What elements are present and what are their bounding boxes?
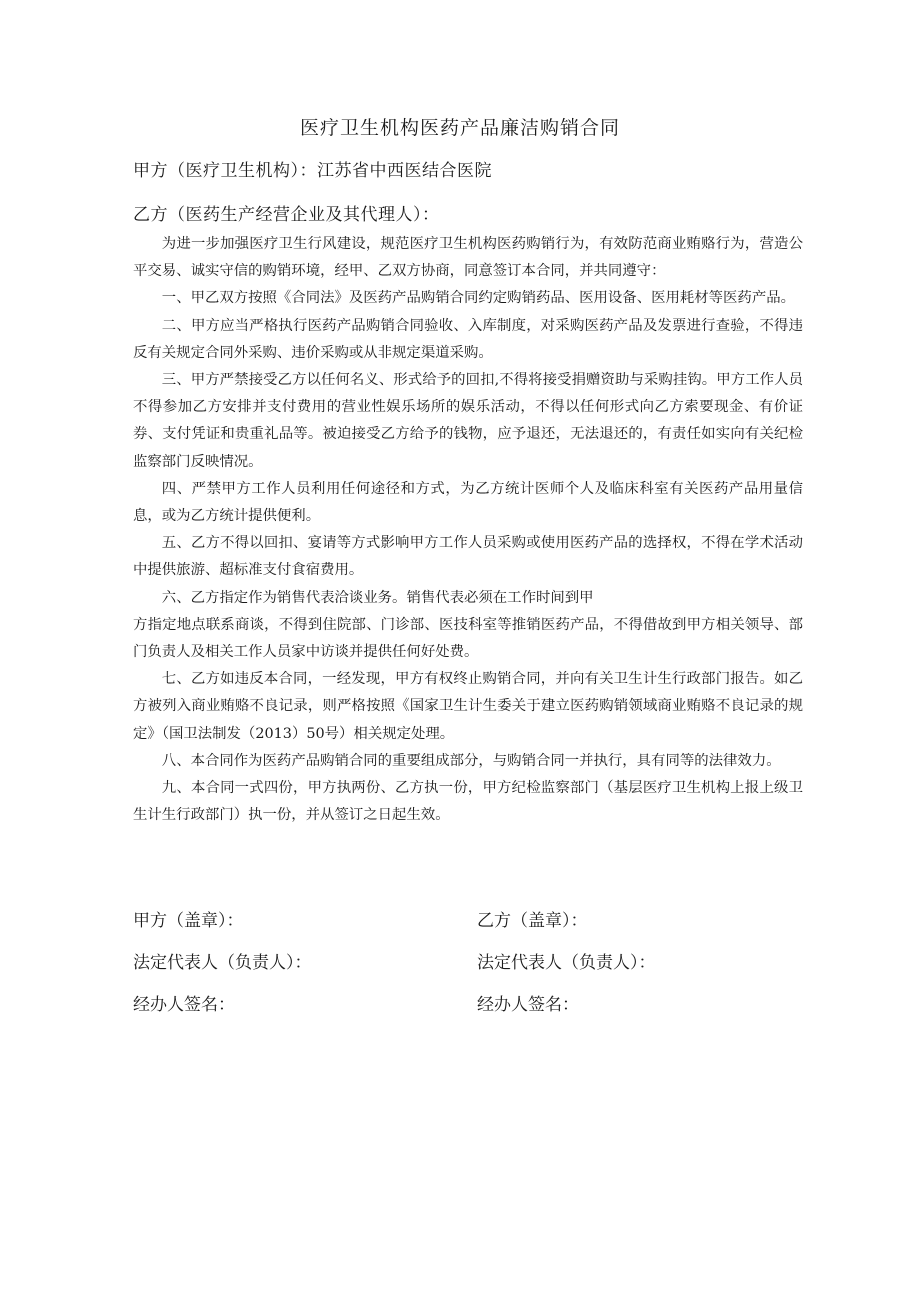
preamble-paragraph: 为进一步加强医疗卫生行风建设，规范医疗卫生机构医药购销行为，有效防范商业贿赂行为，营造公平交易、诚实守信的购销环境，经甲、乙双方协商，同意签订本合同，并共同遵守：: [133, 236, 803, 280]
party-b-line: 乙方（医药生产经营企业及其代理人）：: [133, 205, 440, 225]
party-a-line: 甲方（医疗卫生机构）：江苏省中西医结合医院: [133, 161, 492, 181]
party-b-seal-label: 乙方（盖章）：: [477, 911, 588, 931]
clause-6: 六、乙方指定作为销售代表洽谈业务。销售代表必须在工作时间到甲: [161, 589, 594, 606]
document-title: 医疗卫生机构医药产品廉洁购销合同: [299, 117, 620, 139]
clause-8: 八、本合同作为医药产品购销合同的重要组成部分，与购销合同一并执行，具有同等的法律效力。: [161, 752, 781, 769]
clause-3: 三、甲方严禁接受乙方以任何名义、形式给予的回扣,不得将接受捐赠资助与采购挂钩。甲方工作人员不得参加乙方安排并支付费用的营业性娱乐场所的娱乐活动，不得以任何形式向乙方索要现金、有价证券、支付凭证和贵重礼品等。被迫接受乙方给予的钱物，应予退还，无法退还的，有责任如实向有关纪检监察部门反映情况。: [133, 372, 803, 470]
party-a-seal-label: 甲方（盖章）：: [133, 911, 244, 931]
signature-row-agent: [133, 990, 803, 1020]
clause-5: 五、乙方不得以回扣、宴请等方式影响甲方工作人员采购或使用医药产品的选择权，不得在学术活动中提供旅游、超标准支付食宿费用。: [133, 535, 803, 579]
party-b-agent-label: 经办人签名：: [477, 995, 579, 1015]
clause-4: 四、严禁甲方工作人员利用任何途径和方式，为乙方统计医师个人及临床科室有关医药产品用量信息，或为乙方统计提供便利。: [133, 480, 803, 525]
party-a-representative-label: 法定代表人（负责人）：: [133, 953, 312, 973]
clause-1: 一、甲乙双方按照《合同法》及医药产品购销合同约定购销药品、医用设备、医用耗材等医药产品。: [161, 290, 795, 307]
party-b-representative-label: 法定代表人（负责人）：: [477, 953, 656, 973]
contract-body: [133, 231, 803, 829]
signature-row-seal: [133, 906, 803, 936]
signature-row-representative: [133, 948, 803, 978]
clause-9: 九、本合同一式四份，甲方执两份、乙方执一份，甲方纪检监察部门（基层医疗卫生机构上报上级卫生计生行政部门）执一份，并从签订之日起生效。: [133, 780, 803, 824]
party-a-agent-label: 经办人签名：: [133, 995, 235, 1015]
clause-7: 七、乙方如违反本合同，一经发现，甲方有权终止购销合同，并向有关卫生计生行政部门报告。如乙方被列入商业贿赂不良记录，则严格按照《国家卫生计生委关于建立医药购销领域商业贿赂不良记录的规定》（国卫法制发（2013）50号）相关规定处理。: [133, 671, 803, 742]
clause-6-continued: 方指定地点联系商谈，不得到住院部、门诊部、医技科室等推销医药产品，不得借故到甲方相关领导、部门负责人及相关工作人员家中访谈并提供任何好处费。: [133, 616, 803, 661]
clause-2: 二、甲方应当严格执行医药产品购销合同验收、入库制度，对采购医药产品及发票进行查验，不得违反有关规定合同外采购、违价采购或从非规定渠道采购。: [133, 317, 803, 361]
